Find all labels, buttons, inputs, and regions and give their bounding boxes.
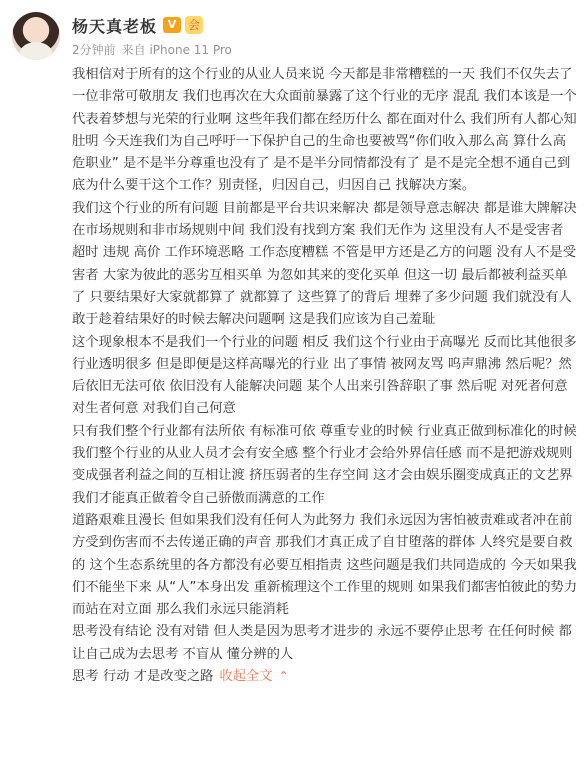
collapse-button[interactable]: 收起全文 xyxy=(219,669,273,685)
post-paragraph: 我们这个行业的所有问题 目前都是平台共识来解决 都是领导意志解决 都是谁大牌解决 在市场规则和非市场规则中间 我们没有找到方案 我们无作为 这里没有人不是受害者 超时 违规 高价 工作环境恶略 工作态度糟糕 不管是甲方还是乙方的问题 没有人不是受害者 大家为彼此的恶劣互相买单 为忽如其来的变化买单 但这一切 最后都被利益买单了 只要结果好大家就都算了 就都算了 这些算了的背后 埋葬了多少问题 我们就没有人敢于趁着结果好的时候去解决问题啊 这是我们应该为自己羞耻 xyxy=(72,200,577,328)
post-paragraph: 我相信对于所有的这个行业的从业人员来说 今天都是非常糟糕的一天 我们不仅失去了一位非常可敬朋友 我们也再次在大众面前暴露了这个行业的无序 混乱 我们本该是一个代表着梦想与光荣的行业啊 这些年我们都在经历什么 都在面对什么 我们所有人都心知肚明 今天连我们为自己呼吁一下保护自己的生命也要被骂“你们收入那么高 算什么高危职业” 是不是半分尊重也没有了 是不是半分同情都没有了 是不是完全想不通自己到底为什么要干这个工作？别责怪，归因自己，归因自己 找解决方案。 xyxy=(72,67,577,194)
post-closing-line xyxy=(72,666,578,688)
verified-v-icon[interactable]: V xyxy=(163,17,181,33)
post-meta xyxy=(72,41,232,58)
author-row xyxy=(72,14,203,36)
avatar[interactable] xyxy=(12,12,60,60)
post-body xyxy=(72,64,578,688)
member-crown-icon[interactable]: 会 xyxy=(185,16,203,34)
chevron-up-icon[interactable]: ⌃ xyxy=(278,669,289,684)
post-paragraph: 道路艰难且漫长 但如果我们没有任何人为此努力 我们永远因为害怕被责难或者冲在前方受到伤害而不去传递正确的声音 那我们才真正成了自甘堕落的群体 人终究是要自救的 这个生态系统里的各方都没有必要互相指责 这些问题是我们共同造成的 今天如果我们不能坐下来 从“人”本身出发 重新梳理这个工作里的规则 如果我们都害怕彼此的势力而站在对立面 那么我们永远只能消耗 xyxy=(72,512,578,618)
post-source: 来自 iPhone 11 Pro xyxy=(121,43,232,57)
post-paragraph: 这个现象根本不是我们一个行业的问题 相反 我们这个行业由于高曝光 反而比其他很多行业透明很多 但是即便是这样高曝光的行业 出了事情 被网友骂 呜声鼎沸 然后呢？然后依旧无法可依 依旧没有人能解决问题 某个人出来引咎辞职了事 然后呢 对死者何意 对生者何意 对我们自己何意 xyxy=(72,334,577,417)
author-name[interactable]: 杨天真老板 xyxy=(72,16,158,36)
post-paragraph: 只有我们整个行业都有法所依 有标准可依 尊重专业的时候 行业真正做到标准化的时候 我们整个行业的从业人员才会有安全感 整个行业才会给外界信任感 而不是把游戏规则变成强者利益之间的互相让渡 挤压弱者的生存空间 这才会由娱乐圈变成真正的文艺界 我们才能真正做着令自己骄傲而满意的工作 xyxy=(72,423,577,506)
post-paragraph: 思考没有结论 没有对错 但人类是因为思考才进步的 永远不要停止思考 在任何时候 都让自己成为去思考 不盲从 懂分辨的人 xyxy=(72,624,572,662)
closing-text: 思考 行动 才是改变之路 xyxy=(72,669,214,685)
post-time: 2分钟前 xyxy=(72,43,116,57)
post-header xyxy=(0,0,588,72)
